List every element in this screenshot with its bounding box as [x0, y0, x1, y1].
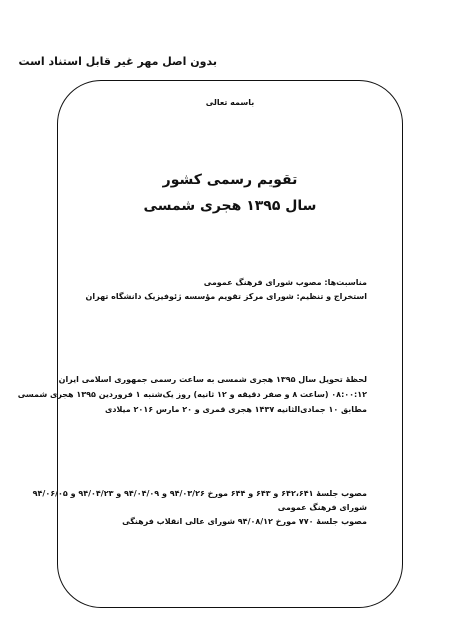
approval-line-1: مصوب جلسهٔ ۶۴۲،۶۴۱ و ۶۴۳ و ۶۴۴ مورخ ۹۴/۰۳/۲۶ و ۹۴/۰۴/۰۹ و ۹۴/۰۴/۲۳ و ۹۴/۰۶/۰۵	[32, 489, 367, 498]
basmala-heading: باسمه تعالی	[205, 98, 255, 107]
new-year-line-1: لحظهٔ تحویل سال ۱۳۹۵ هجری شمسی به ساعت رسمی جمهوری اسلامی ایران	[58, 375, 367, 384]
validity-note: بدون اصل مهر غیر قابل استناد است	[18, 55, 217, 68]
new-year-line-2: ۰۸:۰۰:۱۲ (ساعت ۸ و صفر دقیقه و ۱۲ ثانیه) روز یک‌شنبه ۱ فروردین ۱۳۹۵ هجری شمسی	[17, 390, 367, 399]
approval-line-3: مصوب جلسهٔ ۷۷۰ مورخ ۹۴/۰۸/۱۲ شورای عالی انقلاب فرهنگی	[122, 517, 367, 526]
new-year-line-3: مطابق ۱۰ جمادی‌الثانیه ۱۴۳۷ هجری قمری و ۲۰ مارس ۲۰۱۶ میلادی	[105, 405, 367, 414]
rounded-border-frame	[57, 80, 403, 608]
occasions-credit: مناسبت‌ها: مصوب شورای فرهنگ عمومی	[203, 278, 367, 287]
document-subtitle: سال ۱۳۹۵ هجری شمسی	[143, 198, 317, 214]
compiler-credit: استخراج و تنظیم: شورای مرکز تقویم مؤسسه ژئوفیزیک دانشگاه تهران	[85, 292, 367, 301]
approval-line-2: شورای فرهنگ عمومی	[277, 503, 367, 512]
document-title: تقویم رسمی کشور	[162, 172, 298, 188]
